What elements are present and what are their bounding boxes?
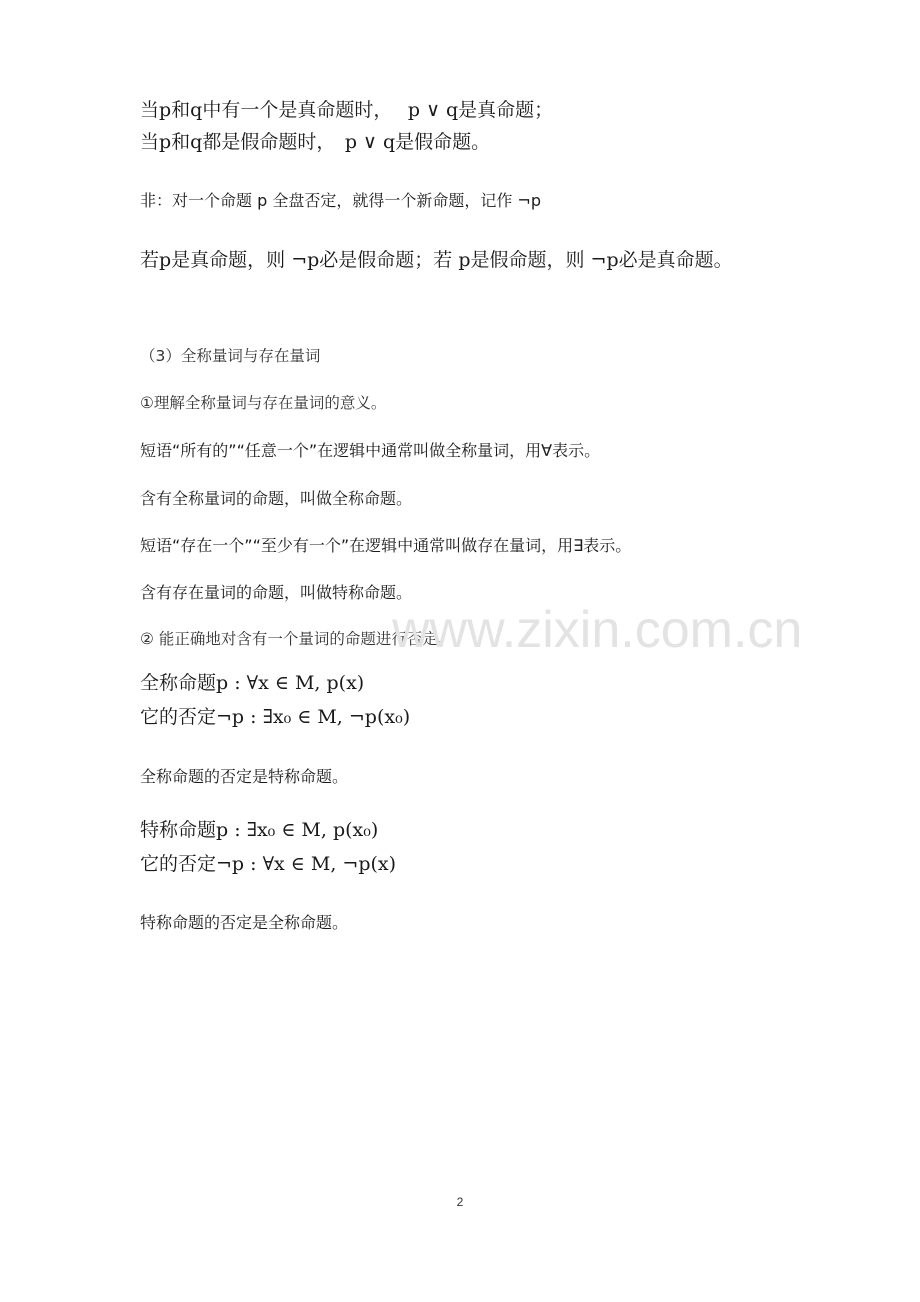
universal-quantifier-definition: 短语“所有的”“任意一个”在逻辑中通常叫做全称量词，用∀表示。 (140, 441, 601, 460)
existential-proposition-definition: 含有存在量词的命题，叫做特称命题。 (140, 583, 413, 602)
existential-negation-conclusion: 特称命题的否定是全称命题。 (140, 913, 349, 932)
negation-truth-rule: 若p是真命题，则 ¬p必是假命题；若 p是假命题，则 ¬p必是真命题。 (140, 249, 733, 271)
watermark: www.zixin.com.cn (392, 601, 803, 659)
universal-negation-formula: 它的否定¬p : ∃x₀ ∈ M, ¬p(x₀) (140, 706, 411, 728)
or-false-rule: 当p和q都是假命题时， p ∨ q是假命题。 (140, 131, 491, 153)
or-true-rule: 当p和q中有一个是真命题时， p ∨ q是真命题； (140, 99, 554, 121)
item-1-understand-quantifiers: ①理解全称量词与存在量词的意义。 (140, 394, 387, 412)
negation-definition: 非：对一个命题 p 全盘否定，就得一个新命题，记作 ¬p (140, 191, 541, 210)
item-2-negate-quantified-propositions: ② 能正确地对含有一个量词的命题进行否定。 (140, 630, 454, 648)
existential-proposition-formula: 特称命题p : ∃x₀ ∈ M, p(x₀) (140, 819, 379, 841)
page-number: 2 (456, 1195, 464, 1209)
section-heading: （3）全称量词与存在量词 (140, 347, 321, 365)
universal-proposition-definition: 含有全称量词的命题，叫做全称命题。 (140, 489, 413, 508)
existential-quantifier-definition: 短语“存在一个”“至少有一个”在逻辑中通常叫做存在量词，用∃表示。 (140, 536, 632, 555)
universal-proposition-formula: 全称命题p : ∀x ∈ M, p(x) (140, 672, 365, 694)
universal-negation-conclusion: 全称命题的否定是特称命题。 (140, 767, 349, 786)
existential-negation-formula: 它的否定¬p : ∀x ∈ M, ¬p(x) (140, 853, 397, 875)
